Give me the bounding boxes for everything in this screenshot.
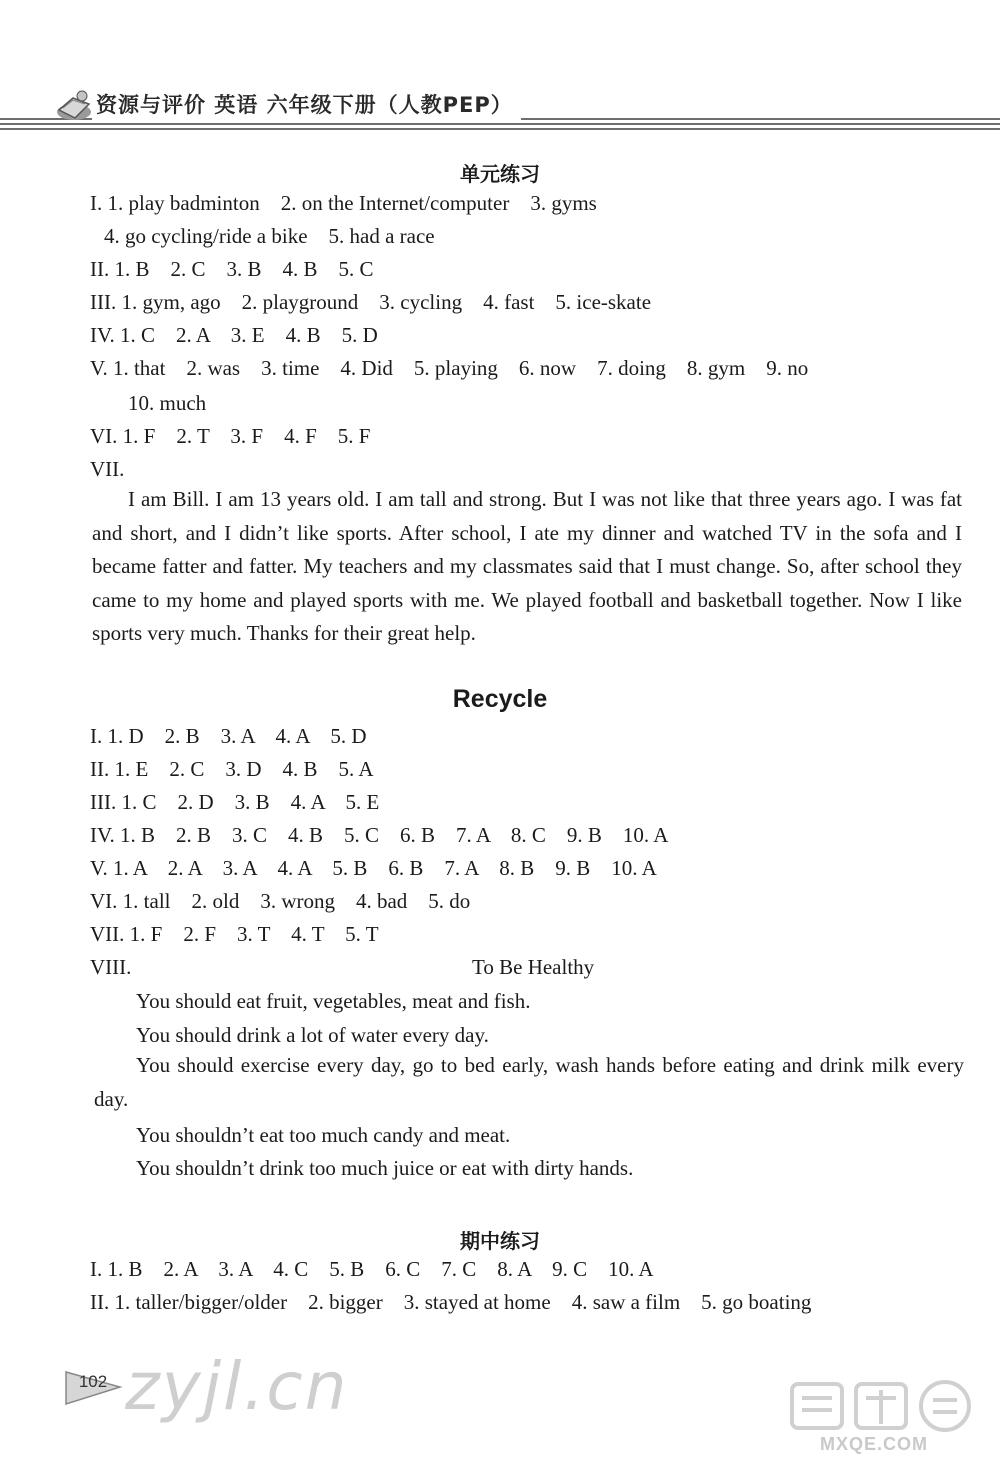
- essay-paragraph: I am Bill. I am 13 years old. I am tall and strong. But I was not like that three years ago. I was fat and short, and I didn’t like sports. After school, I ate my dinner and watched TV in the sofa and I became fatter and fatter. My teachers and my classmates said that I must change. So, after school they came to my home and played sports with me. We played football and basketball together. Now I like sports very much. Thanks for their great help.: [92, 487, 962, 645]
- answer-line: I. 1. play badminton 2. on the Internet/computer 3. gyms: [90, 191, 597, 215]
- essay-line: You shouldn’t eat too much candy and meat.: [136, 1123, 511, 1147]
- answer-line: II. 1. E 2. C 3. D 4. B 5. A: [90, 757, 374, 781]
- answer-line: VI. 1. tall 2. old 3. wrong 4. bad 5. do: [90, 889, 471, 913]
- section-heading-unit-practice: 单元练习: [460, 162, 540, 186]
- answer-line: 4. go cycling/ride a bike 5. had a race: [104, 224, 435, 248]
- answer-line: IV. 1. C 2. A 3. E 4. B 5. D: [90, 323, 378, 347]
- section-heading-midterm: 期中练习: [460, 1229, 540, 1253]
- book-logo-icon: [55, 88, 93, 122]
- page-number: 102: [78, 1372, 108, 1391]
- essay-line: You shouldn’t drink too much juice or eat with dirty hands.: [136, 1156, 634, 1180]
- answer-line: III. 1. gym, ago 2. playground 3. cycling 4. fast 5. ice-skate: [90, 290, 652, 314]
- answer-line: V. 1. that 2. was 3. time 4. Did 5. playing 6. now 7. doing 8. gym 9. no: [90, 356, 809, 380]
- answer-line: I. 1. D 2. B 3. A 4. A 5. D: [90, 724, 367, 748]
- answer-line: VII.: [90, 457, 125, 481]
- answer-line: IV. 1. B 2. B 3. C 4. B 5. C 6. B 7. A 8. C 9. B 10. A: [90, 823, 669, 847]
- header-title: 资源与评价 英语 六年级下册（人教PEP）: [92, 88, 521, 122]
- essay-paragraph: You should exercise every day, go to bed early, wash hands before eating and drink milk every day.: [94, 1053, 964, 1111]
- essay-title: To Be Healthy: [472, 955, 595, 979]
- watermark-left: zyjl.cn: [125, 1348, 349, 1425]
- answer-line: V. 1. A 2. A 3. A 4. A 5. B 6. B 7. A 8. B 9. B 10. A: [90, 856, 657, 880]
- answer-line: VIII.: [90, 955, 132, 979]
- essay-line: You should eat fruit, vegetables, meat and fish.: [136, 989, 531, 1013]
- answer-line: III. 1. C 2. D 3. B 4. A 5. E: [90, 790, 380, 814]
- answer-line: II. 1. taller/bigger/older 2. bigger 3. stayed at home 4. saw a film 5. go boating: [90, 1290, 812, 1314]
- answer-line: 10. much: [128, 391, 207, 415]
- watermark-right-url: MXQE.COM: [820, 1434, 929, 1454]
- watermark-logo-icon: [790, 1378, 980, 1432]
- answer-line: VI. 1. F 2. T 3. F 4. F 5. F: [90, 424, 371, 448]
- essay-line: You should drink a lot of water every day.: [136, 1023, 489, 1047]
- section-heading-recycle: Recycle: [452, 685, 548, 713]
- answer-line: I. 1. B 2. A 3. A 4. C 5. B 6. C 7. C 8. A 9. C 10. A: [90, 1257, 654, 1281]
- page-header: [0, 80, 1000, 140]
- answer-line: VII. 1. F 2. F 3. T 4. T 5. T: [90, 922, 379, 946]
- answer-line: II. 1. B 2. C 3. B 4. B 5. C: [90, 257, 374, 281]
